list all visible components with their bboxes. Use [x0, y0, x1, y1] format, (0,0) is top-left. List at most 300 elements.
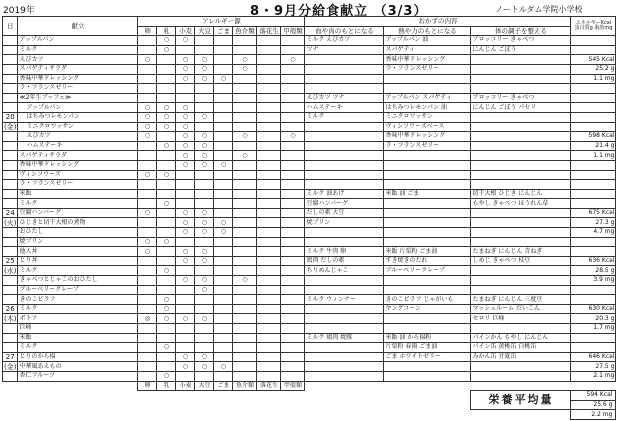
day-cell: [3, 45, 18, 55]
allergen-mark: [157, 333, 176, 343]
allergen-mark: [257, 208, 281, 218]
allergen-mark: ○: [157, 314, 176, 324]
allergen-mark: ○: [176, 228, 195, 238]
day-cell: [3, 132, 18, 142]
allergen-mark: [214, 55, 233, 65]
allergen-mark: [233, 189, 257, 199]
allergen-mark: [138, 343, 157, 353]
allergen-mark: [176, 324, 195, 334]
nutrition-value: 1.1 mg: [571, 74, 616, 84]
allergen-mark: [138, 74, 157, 84]
ingredient-energy: [384, 74, 471, 84]
allergen-mark: [157, 84, 176, 94]
allergen-mark: ○: [195, 285, 214, 295]
allergy-header: アレルギー源: [138, 17, 305, 27]
allergen-mark: [257, 352, 281, 362]
ingredient-energy: 米飯 油 ごま: [384, 189, 471, 199]
allergen-mark: ○: [233, 151, 257, 161]
allergen-mark: [281, 112, 305, 122]
footer-allergen-0: 卵: [138, 381, 157, 391]
allergen-mark: [257, 112, 281, 122]
footer-allergen-row: [3, 381, 616, 391]
allergen-mark: [281, 64, 305, 74]
allergen-mark: ○: [281, 132, 305, 142]
allergen-mark: [138, 180, 157, 190]
allergen-mark: [257, 237, 281, 247]
table-row: [3, 247, 616, 257]
nutrition-value: 4.7 mg: [571, 228, 616, 238]
day-cell: [3, 74, 18, 84]
allergen-mark: ○: [214, 218, 233, 228]
table-row: [3, 132, 616, 142]
table-row: [3, 103, 616, 113]
allergen-mark: [233, 218, 257, 228]
allergen-mark: [257, 343, 281, 353]
allergen-mark: [176, 45, 195, 55]
ingredient-protein: [305, 371, 384, 381]
page-title: 8・9月分給食献立 （3/3）: [250, 4, 428, 19]
allergen-mark: ○: [138, 247, 157, 257]
allergen-mark: ○: [195, 276, 214, 286]
ingredient-vitamin: ブロッコリー きゃべつ: [471, 36, 571, 46]
allergen-mark: [281, 36, 305, 46]
nutrition-value: [571, 170, 616, 180]
menu-item-cell: 香味中華ドレッシング: [18, 160, 138, 170]
day-cell: [3, 228, 18, 238]
nutrition-value: [571, 189, 616, 199]
menu-item-cell: 巨峰: [18, 324, 138, 334]
allergen-mark: ○: [195, 55, 214, 65]
ingredient-protein: [305, 74, 384, 84]
allergen-mark: ○: [138, 55, 157, 65]
allergen-mark: ○: [157, 343, 176, 353]
allergen-mark: [233, 122, 257, 132]
allergen-mark: [214, 247, 233, 257]
menu-item-cell: えびカツ: [18, 132, 138, 142]
menu-item-cell: ミルク: [18, 266, 138, 276]
allergen-mark: [195, 180, 214, 190]
allergen-mark: [233, 266, 257, 276]
allergen-mark: [233, 84, 257, 94]
menu-item-cell: 香味中華ドレッシング: [18, 74, 138, 84]
ingredient-protein: [305, 285, 384, 295]
allergen-mark: [257, 36, 281, 46]
allergen-mark: [257, 84, 281, 94]
allergen-mark: [157, 74, 176, 84]
ingredient-energy: ブルーベリークレープ: [384, 266, 471, 276]
allergen-mark: [138, 228, 157, 238]
allergen-mark: ○: [176, 362, 195, 372]
allergen-mark: ○: [195, 132, 214, 142]
table-row: [3, 371, 616, 381]
allergen-mark: [257, 314, 281, 324]
allergen-mark: [257, 74, 281, 84]
allergen-mark: [176, 189, 195, 199]
allergen-mark: [195, 304, 214, 314]
allergen-mark: [214, 208, 233, 218]
ingredient-vitamin: [471, 170, 571, 180]
allergen-mark: ○: [195, 228, 214, 238]
ingredient-energy: [384, 371, 471, 381]
nutrition-value: 1.1 mg: [571, 151, 616, 161]
ingredient-vitamin: [471, 55, 571, 65]
allergen-mark: [138, 141, 157, 151]
allergen-mark: ○: [176, 352, 195, 362]
table-row: [3, 199, 616, 209]
table-row: [3, 208, 616, 218]
table-row: [3, 256, 616, 266]
ingredient-vitamin: にんじん ごぼう: [471, 45, 571, 55]
allergen-mark: [138, 160, 157, 170]
day-cell: (火): [4, 218, 17, 227]
year-label: 2019年: [3, 6, 35, 16]
allergen-mark: [257, 93, 281, 103]
allergen-mark: [157, 151, 176, 161]
ingredient-vitamin: [471, 160, 571, 170]
allergen-mark: [257, 122, 281, 132]
allergen-mark: [214, 266, 233, 276]
ingredient-vitamin: [471, 285, 571, 295]
allergen-mark: [257, 276, 281, 286]
allergen-mark: [257, 304, 281, 314]
day-cell: 27: [3, 352, 18, 362]
ingredient-vitamin: [471, 371, 571, 381]
allergen-mark: [176, 266, 195, 276]
ingredient-vitamin: パイン缶 黄桃缶 白桃缶: [471, 343, 571, 353]
allergen-mark: [138, 276, 157, 286]
allergen-mark: ○: [176, 132, 195, 142]
allergen-mark: [281, 333, 305, 343]
allergen-mark: [138, 64, 157, 74]
allergen-mark: [195, 36, 214, 46]
menu-item-cell: きのこピラフ: [18, 295, 138, 305]
allergen-mark: ○: [157, 45, 176, 55]
allergen-header-4: ごま: [214, 26, 233, 36]
nutrition-value: 20.3 g: [571, 314, 616, 324]
day-cell: [3, 199, 18, 209]
nutrition-value: [571, 122, 616, 132]
menu-body: [3, 36, 616, 381]
menu-item-cell: アップルパン: [18, 103, 138, 113]
menu-item-cell: ミルク: [18, 343, 138, 353]
table-row: [3, 304, 616, 314]
allergen-mark: [214, 45, 233, 55]
ingredient-protein: [305, 151, 384, 161]
allergen-mark: [195, 170, 214, 180]
allergen-mark: [257, 45, 281, 55]
allergen-mark: ○: [233, 64, 257, 74]
allergen-mark: ○: [176, 103, 195, 113]
allergen-mark: [214, 103, 233, 113]
allergen-mark: [257, 151, 281, 161]
ingredient-vitamin: たまねぎ にんじん 青ねぎ: [471, 247, 571, 257]
menu-table-wrapper: [2, 16, 616, 420]
ingredient-energy: 香味中華ドレッシング: [384, 132, 471, 142]
allergen-mark: [138, 151, 157, 161]
allergen-mark: [233, 295, 257, 305]
menu-item-cell: ハムステーキ: [18, 141, 138, 151]
allergen-header-2: 小麦: [176, 26, 195, 36]
allergen-mark: [257, 333, 281, 343]
day-cell: 20: [3, 112, 18, 122]
menu-header: 献立: [18, 17, 138, 36]
ingredient-protein: [305, 304, 384, 314]
allergen-mark: [157, 285, 176, 295]
allergen-mark: [233, 304, 257, 314]
allergen-mark: [281, 170, 305, 180]
menu-item-cell: スパゲティサラダ: [18, 64, 138, 74]
allergen-mark: [195, 324, 214, 334]
ingredient-energy: すき焼きのたれ: [384, 256, 471, 266]
nutrition-value: [571, 36, 616, 46]
allergen-mark: [233, 314, 257, 324]
ingredient-header-2: 体の調子を整える: [471, 26, 571, 36]
allergen-mark: [281, 180, 305, 190]
allergen-mark: ○: [157, 103, 176, 113]
allergen-mark: [281, 371, 305, 381]
ingredient-vitamin: パインかん もやし にんじん: [471, 333, 571, 343]
table-row: [3, 276, 616, 286]
allergen-header-1: 乳: [157, 26, 176, 36]
allergen-mark: [138, 371, 157, 381]
menu-item-cell: 他人丼: [18, 247, 138, 257]
ingredient-protein: [305, 228, 384, 238]
table-row: [3, 180, 616, 190]
allergen-mark: [195, 103, 214, 113]
allergen-mark: ○: [157, 295, 176, 305]
day-cell: [3, 64, 18, 74]
footer-allergen-6: 落花生: [257, 381, 281, 391]
allergen-mark: ○: [176, 141, 195, 151]
allergen-mark: [233, 103, 257, 113]
ingredient-energy: [384, 151, 471, 161]
allergen-mark: [176, 371, 195, 381]
allergen-mark: ○: [195, 247, 214, 257]
menu-item-cell: スパゲティサラダ: [18, 151, 138, 161]
menu-item-cell: 米飯: [18, 333, 138, 343]
table-row: [3, 160, 616, 170]
allergen-mark: [233, 343, 257, 353]
average-fat: 2.2 mg: [571, 410, 616, 420]
allergen-mark: [233, 36, 257, 46]
table-row: [3, 141, 616, 151]
allergen-mark: [257, 218, 281, 228]
allergen-header-6: 落花生: [257, 26, 281, 36]
ingredient-energy: スパゲティ: [384, 45, 471, 55]
allergen-mark: [257, 55, 281, 65]
allergen-mark: ○: [157, 266, 176, 276]
allergen-mark: [281, 247, 305, 257]
allergen-mark: [233, 324, 257, 334]
allergen-mark: [233, 45, 257, 55]
ingredient-vitamin: [471, 84, 571, 94]
allergen-mark: [214, 295, 233, 305]
ingredient-energy: [384, 237, 471, 247]
allergen-mark: [138, 84, 157, 94]
allergen-mark: [157, 228, 176, 238]
nutrition-value: [571, 333, 616, 343]
allergen-mark: ○: [195, 151, 214, 161]
menu-item-cell: 中華風あえもの: [18, 362, 138, 372]
ingredient-energy: [384, 208, 471, 218]
nutrition-value: [571, 343, 616, 353]
ingredient-protein: [305, 64, 384, 74]
allergen-mark: [157, 352, 176, 362]
menu-item-cell: 杏仁フルーツ: [18, 371, 138, 381]
allergen-mark: [233, 247, 257, 257]
allergen-mark: [195, 371, 214, 381]
table-row: [3, 295, 616, 305]
day-cell: [3, 343, 18, 353]
allergen-mark: ○: [214, 160, 233, 170]
ingredient-energy: [384, 324, 471, 334]
allergen-mark: [214, 314, 233, 324]
allergen-mark: [195, 189, 214, 199]
ingredient-energy: 香味中華ドレッシング: [384, 55, 471, 65]
ingredient-protein: えびカツ ツナ: [305, 93, 384, 103]
allergen-mark: [157, 276, 176, 286]
menu-item-cell: ラ・フランスゼリー: [18, 84, 138, 94]
allergen-mark: [138, 45, 157, 55]
allergen-mark: ○: [157, 304, 176, 314]
ingredient-vitamin: [471, 208, 571, 218]
ingredient-protein: ミルク ウィンナー: [305, 295, 384, 305]
menu-item-cell: アップルパン: [18, 36, 138, 46]
allergen-mark: [281, 45, 305, 55]
allergen-mark: [176, 285, 195, 295]
ingredient-vitamin: [471, 266, 571, 276]
allergen-mark: [281, 256, 305, 266]
allergen-mark: [214, 151, 233, 161]
menu-item-cell: ブルーベリークレープ: [18, 285, 138, 295]
allergen-mark: [176, 333, 195, 343]
allergen-mark: ○: [214, 362, 233, 372]
allergen-mark: ○: [176, 218, 195, 228]
day-cell: [3, 276, 18, 286]
allergen-mark: [138, 295, 157, 305]
day-cell: (水): [4, 266, 17, 275]
ingredient-protein: [305, 55, 384, 65]
menu-item-cell: 焼プリン: [18, 237, 138, 247]
allergen-mark: ○: [176, 64, 195, 74]
allergen-mark: ○: [195, 141, 214, 151]
menu-item-cell: ヴィシソワーズ: [18, 170, 138, 180]
allergen-mark: [176, 304, 195, 314]
allergen-mark: [281, 295, 305, 305]
nutrition-value: 2.1 mg: [571, 371, 616, 381]
allergen-mark: [138, 266, 157, 276]
menu-item-cell: 豆腐ハンバーグ: [18, 208, 138, 218]
allergen-mark: ○: [157, 141, 176, 151]
menu-item-cell: ミルク: [18, 199, 138, 209]
allergen-mark: [195, 93, 214, 103]
footer-allergen-3: 大豆: [195, 381, 214, 391]
ingredient-vitamin: [471, 276, 571, 286]
ingredient-energy: アップルパン スパゲティ: [384, 93, 471, 103]
allergen-mark: [233, 170, 257, 180]
menu-item-cell: ミニクロワッサン: [18, 122, 138, 132]
allergen-mark: [214, 199, 233, 209]
nutrition-value: [571, 237, 616, 247]
allergen-mark: [257, 103, 281, 113]
allergen-mark: [281, 93, 305, 103]
average-energy: 594 Kcal: [571, 391, 616, 401]
nutrition-value: [571, 45, 616, 55]
ingredient-vitamin: マッシュルーム だいこん: [471, 304, 571, 314]
allergen-mark: ○: [176, 208, 195, 218]
allergen-mark: [214, 324, 233, 334]
nutrition-value: 636 Kcal: [571, 256, 616, 266]
allergen-mark: [157, 160, 176, 170]
menu-item-cell: おひたし: [18, 228, 138, 238]
menu-item-cell: はちみつレモンパン: [18, 112, 138, 122]
nutrition-value: 598 Kcal: [571, 132, 616, 142]
ingredient-protein: ミルク 鶏肉 焼豚: [305, 333, 384, 343]
allergen-mark: [214, 84, 233, 94]
ingredients-header: おかずの内容: [305, 17, 571, 27]
allergen-mark: [281, 122, 305, 132]
ingredient-protein: [305, 141, 384, 151]
allergen-mark: [214, 189, 233, 199]
allergen-mark: [195, 199, 214, 209]
allergen-mark: [138, 93, 157, 103]
ingredient-protein: ミルク 牛肉 卵: [305, 247, 384, 257]
allergen-mark: [138, 352, 157, 362]
ingredient-energy: ラ・フランスゼリー: [384, 64, 471, 74]
nutrition-value: 675 Kcal: [571, 208, 616, 218]
allergen-mark: [281, 151, 305, 161]
allergen-mark: [257, 170, 281, 180]
allergen-mark: [157, 247, 176, 257]
allergen-mark: [214, 112, 233, 122]
allergen-mark: [157, 93, 176, 103]
allergen-mark: [214, 304, 233, 314]
ingredient-vitamin: ブロッコリー きゃべつ: [471, 93, 571, 103]
nutrition-value: 545 Kcal: [571, 55, 616, 65]
nutrition-value: [571, 112, 616, 122]
footer-allergen-4: ごま: [214, 381, 233, 391]
table-row: [3, 314, 616, 324]
allergen-mark: [195, 266, 214, 276]
ingredient-energy: ヤングコーン: [384, 304, 471, 314]
nutrition-value: 646 Kcal: [571, 352, 616, 362]
nutrition-value: [571, 103, 616, 113]
day-cell: [3, 247, 18, 257]
day-cell: (金): [4, 362, 17, 371]
menu-table: [2, 16, 616, 420]
allergen-mark: [214, 141, 233, 151]
allergen-mark: [138, 304, 157, 314]
allergen-mark: [195, 343, 214, 353]
ingredient-protein: 鶏肉 だしの素: [305, 256, 384, 266]
ingredient-energy: アップルパン 油: [384, 36, 471, 46]
ingredient-protein: [305, 362, 384, 372]
ingredient-energy: [384, 276, 471, 286]
allergen-mark: ◎: [138, 314, 157, 324]
allergen-mark: [233, 180, 257, 190]
allergen-mark: [157, 256, 176, 266]
allergen-mark: [281, 84, 305, 94]
allergen-mark: [257, 228, 281, 238]
allergen-mark: [214, 343, 233, 353]
allergen-mark: [257, 141, 281, 151]
allergen-mark: [281, 199, 305, 209]
day-cell: [3, 371, 18, 381]
allergen-mark: [214, 180, 233, 190]
ingredient-protein: [305, 276, 384, 286]
allergen-mark: ○: [214, 228, 233, 238]
footer-allergen-2: 小麦: [176, 381, 195, 391]
